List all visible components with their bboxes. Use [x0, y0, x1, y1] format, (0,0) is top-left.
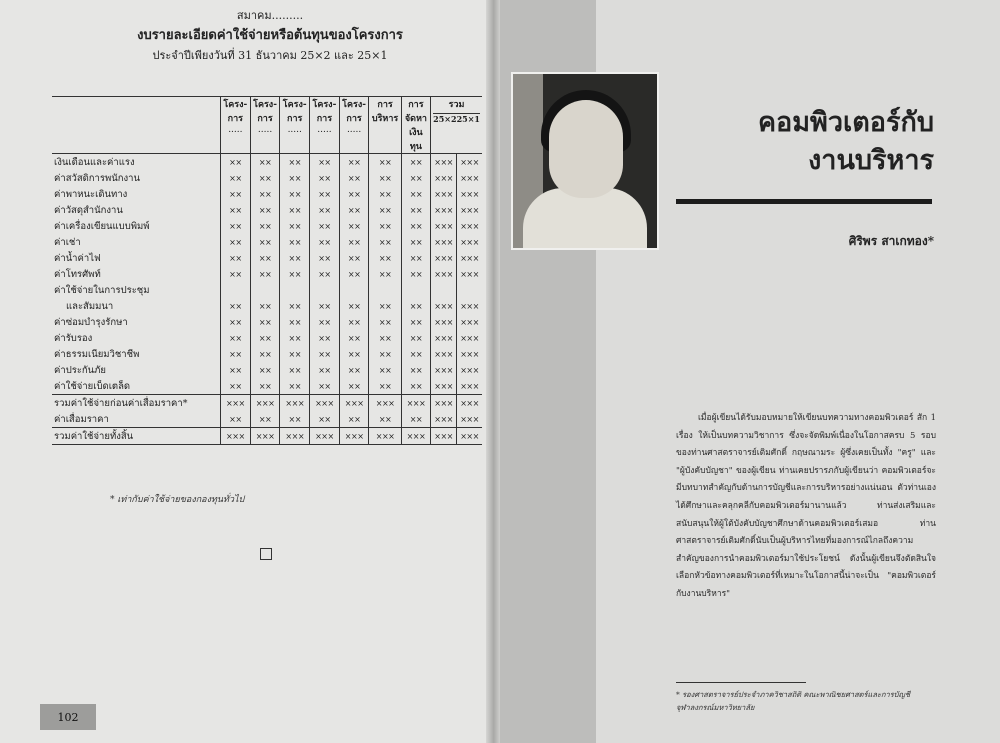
- cell-value: ××: [339, 250, 369, 266]
- row-label: ค่าใช้จ่ายในการประชุม: [54, 284, 150, 296]
- cell-value: ××: [250, 266, 280, 282]
- statement-title: งบรายละเอียดค่าใช้จ่ายหรือต้นทุนของโครงการ: [137, 28, 403, 43]
- cell-value: ×××: [369, 395, 401, 412]
- table-row: [52, 362, 482, 378]
- cell-value: ××: [250, 170, 280, 186]
- cell-value: [280, 282, 310, 298]
- author-photo: [511, 72, 659, 250]
- row-label: ค่าเช่า: [54, 236, 81, 248]
- statement-period: ประจำปีเพียงวันที่ 31 ธันวาคม 25×2 และ 25×1: [152, 49, 388, 62]
- table-footnote: * เท่ากับค่าใช้จ่ายของกองทุนทั่วไป: [110, 495, 245, 505]
- cell-value: ××: [280, 186, 310, 202]
- cell-value: ××: [280, 218, 310, 234]
- table-row: [52, 250, 482, 266]
- cell-value: ×××: [431, 395, 457, 412]
- cell-value: ××: [401, 202, 430, 218]
- cell-value: ××: [280, 378, 310, 395]
- cell-value: [250, 282, 280, 298]
- cell-value: ××: [221, 298, 251, 314]
- cell-value: ××: [250, 154, 280, 171]
- row-label: ค่าสวัสดิการพนักงาน: [54, 172, 140, 184]
- cell-value: ××: [310, 346, 340, 362]
- table-row: [52, 346, 482, 362]
- cell-value: ×××: [280, 428, 310, 445]
- cell-value: ××: [250, 314, 280, 330]
- cell-value: ××: [369, 250, 401, 266]
- cell-value: ×××: [457, 266, 482, 282]
- cell-value: ××: [250, 298, 280, 314]
- cell-value: ×××: [431, 411, 457, 428]
- cell-value: ××: [401, 250, 430, 266]
- table-row: [52, 395, 482, 412]
- cell-value: ×××: [457, 186, 482, 202]
- cell-value: ×××: [310, 428, 340, 445]
- cell-value: ××: [221, 378, 251, 395]
- author-name: ศิริพร สาเกทอง*: [848, 234, 934, 248]
- row-label: ค่าโทรศัพท์: [54, 268, 101, 280]
- cell-value: ×××: [431, 202, 457, 218]
- table-row: [52, 186, 482, 202]
- cell-value: [431, 282, 457, 298]
- cell-value: ××: [310, 330, 340, 346]
- cell-value: ××: [310, 154, 340, 171]
- cell-value: ×××: [250, 395, 280, 412]
- cell-value: ×××: [431, 154, 457, 171]
- cell-value: ×××: [431, 330, 457, 346]
- row-label: ค่าใช้จ่ายเบ็ดเตล็ด: [54, 380, 131, 392]
- cell-value: ×××: [221, 395, 251, 412]
- cell-value: ××: [250, 378, 280, 395]
- cell-value: ××: [250, 218, 280, 234]
- cell-value: ××: [221, 218, 251, 234]
- cell-value: ××: [401, 411, 430, 428]
- cell-value: ××: [280, 250, 310, 266]
- row-label: ค่าธรรมเนียมวิชาชีพ: [54, 348, 140, 360]
- cell-value: ×××: [431, 186, 457, 202]
- cell-value: ×××: [457, 330, 482, 346]
- cell-value: ××: [369, 330, 401, 346]
- row-label: ค่าเครื่องเขียนแบบพิมพ์: [54, 220, 150, 232]
- cell-value: ××: [310, 314, 340, 330]
- row-label: รวมค่าใช้จ่ายก่อนค่าเสื่อมราคา*: [52, 395, 221, 412]
- cell-value: ××: [221, 314, 251, 330]
- cell-value: ×××: [431, 314, 457, 330]
- column-header: โครง-การ .....: [221, 97, 251, 154]
- cell-value: ××: [310, 218, 340, 234]
- total-subcolumn: 25×2: [433, 114, 457, 124]
- cell-value: ××: [339, 234, 369, 250]
- cell-value: ××: [221, 266, 251, 282]
- cell-value: ×××: [431, 428, 457, 445]
- cell-value: ××: [250, 346, 280, 362]
- cell-value: ××: [369, 218, 401, 234]
- cell-value: ××: [280, 202, 310, 218]
- cell-value: ××: [369, 170, 401, 186]
- table-row: [52, 154, 482, 171]
- cell-value: ××: [250, 330, 280, 346]
- cell-value: ××: [310, 186, 340, 202]
- row-label: ค่าเสื่อมราคา: [54, 413, 109, 425]
- cell-value: ×××: [431, 362, 457, 378]
- cell-value: ××: [250, 234, 280, 250]
- cell-value: ××: [401, 186, 430, 202]
- cell-value: ××: [401, 362, 430, 378]
- cell-value: [457, 282, 482, 298]
- cell-value: ×××: [457, 395, 482, 412]
- table-row: [52, 218, 482, 234]
- row-label: ค่าซ่อมบำรุงรักษา: [54, 316, 128, 328]
- row-label: ค่าประกันภัย: [54, 364, 106, 376]
- article-title-line1: คอมพิวเตอร์กับ: [757, 107, 934, 138]
- cell-value: ××: [221, 250, 251, 266]
- cell-value: ××: [401, 218, 430, 234]
- cell-value: ×××: [457, 218, 482, 234]
- table-row: [52, 298, 482, 314]
- cell-value: ××: [221, 170, 251, 186]
- row-label: ค่าพาหนะเดินทาง: [54, 188, 128, 200]
- cell-value: ××: [280, 266, 310, 282]
- end-mark: [260, 548, 272, 560]
- cell-value: ××: [310, 250, 340, 266]
- cell-value: ××: [339, 202, 369, 218]
- cell-value: ××: [369, 346, 401, 362]
- total-column-header: รวม 25×2 25×1: [431, 97, 482, 154]
- cell-value: ×××: [431, 250, 457, 266]
- cell-value: ××: [369, 234, 401, 250]
- cell-value: ××: [401, 346, 430, 362]
- cell-value: ××: [221, 330, 251, 346]
- cell-value: ××: [280, 330, 310, 346]
- cell-value: ××: [221, 154, 251, 171]
- cell-value: [339, 282, 369, 298]
- cell-value: ×××: [457, 378, 482, 395]
- cell-value: ××: [310, 170, 340, 186]
- cell-value: ×××: [369, 428, 401, 445]
- cell-value: ××: [310, 202, 340, 218]
- cell-value: ×××: [339, 395, 369, 412]
- cell-value: ××: [401, 266, 430, 282]
- article-body: เมื่อผู้เขียนได้รับมอบหมายให้เขียนบทความทางคอมพิวเตอร์ สัก 1 เรื่อง ให้เป็นบทความวิชาการ ซึ่งจะจัดพิมพ์เนื่องในโอกาสครบ 5 รอบ ของท่านศาสตราจารย์เติมศักดิ์ กฤษณามระ ผู้ซึ่งเคยเป็นทั้ง "ครู" และ "ผู้บังคับบัญชา" ของผู้เขียน ท่านเคยปรารภกับผู้เขียนว่า คอมพิวเตอร์จะมีบทบาทสำคัญกับด้านการบัญชีและการบริหารอย่างแน่นอน ตัวท่านเองได้ศึกษาและคลุกคลีกับคอมพิวเตอร์มานานแล้ว ท่านส่งเสริมและสนับสนุนให้ผู้ใต้บังคับบัญชาศึกษาด้านคอมพิวเตอร์เสมอ ท่านศาสตราจารย์เติมศักดิ์นับเป็นผู้บริหารไทยที่มองการณ์ไกลถึงความสำคัญของการนำคอมพิวเตอร์มาใช้ประโยชน์ ดังนั้นผู้เขียนจึงตัดสินใจเลือกหัวข้อทางคอมพิวเตอร์ที่เหมาะในโอกาสนี้น่าจะเป็น "คอมพิวเตอร์กับงานบริหาร": [676, 413, 936, 599]
- title-rule: [676, 199, 932, 204]
- table-row: [52, 202, 482, 218]
- column-header: การจัดหาเงินทุน: [401, 97, 430, 154]
- cell-value: ×××: [457, 346, 482, 362]
- row-label: เงินเดือนและค่าแรง: [52, 154, 221, 171]
- cell-value: ××: [339, 154, 369, 171]
- cell-value: ××: [369, 154, 401, 171]
- cell-value: ××: [369, 202, 401, 218]
- cell-value: ×××: [431, 266, 457, 282]
- cell-value: ××: [280, 362, 310, 378]
- cell-value: ××: [401, 170, 430, 186]
- cell-value: ××: [401, 154, 430, 171]
- table-row: [52, 378, 482, 395]
- table-row: [52, 234, 482, 250]
- cell-value: ×××: [431, 170, 457, 186]
- cell-value: ×××: [457, 154, 482, 171]
- cell-value: ××: [310, 234, 340, 250]
- table-row: [52, 428, 482, 445]
- cell-value: ××: [221, 411, 251, 428]
- cell-value: ××: [310, 362, 340, 378]
- column-header: โครง-การ .....: [310, 97, 340, 154]
- cell-value: ××: [250, 411, 280, 428]
- cell-value: ××: [339, 186, 369, 202]
- cell-value: ××: [310, 266, 340, 282]
- cell-value: ××: [339, 362, 369, 378]
- association-heading: สมาคม.........: [236, 9, 304, 22]
- cell-value: ×××: [457, 411, 482, 428]
- footnote-rule: [676, 682, 806, 683]
- cell-value: ×××: [457, 298, 482, 314]
- cell-value: ×××: [457, 362, 482, 378]
- cell-value: ××: [369, 314, 401, 330]
- cell-value: ××: [280, 411, 310, 428]
- cell-value: ××: [250, 202, 280, 218]
- cell-value: ××: [369, 411, 401, 428]
- cell-value: ×××: [431, 378, 457, 395]
- column-header: โครง-การ .....: [339, 97, 369, 154]
- cell-value: ××: [250, 250, 280, 266]
- cell-value: ××: [221, 234, 251, 250]
- table-header-row: [52, 97, 482, 154]
- cell-value: ××: [369, 362, 401, 378]
- column-header: โครง-การ .....: [250, 97, 280, 154]
- cell-value: ×××: [457, 234, 482, 250]
- cell-value: [369, 282, 401, 298]
- column-header: การบริหาร: [369, 97, 401, 154]
- cell-value: ×××: [457, 170, 482, 186]
- cell-value: ×××: [401, 395, 430, 412]
- cell-value: ×××: [401, 428, 430, 445]
- cell-value: ×××: [339, 428, 369, 445]
- cell-value: ××: [221, 346, 251, 362]
- row-label: รวมค่าใช้จ่ายทั้งสิ้น: [52, 428, 221, 445]
- article-title: [680, 104, 934, 180]
- cell-value: ××: [310, 411, 340, 428]
- author-footnote: * รองศาสตราจารย์ประจำภาควิชาสถิติ คณะพาณิชยศาสตร์และการบัญชี จุฬาลงกรณ์มหาวิทยาลัย: [676, 690, 911, 712]
- cell-value: ××: [339, 314, 369, 330]
- cell-value: ××: [250, 362, 280, 378]
- expense-table: [52, 96, 482, 445]
- cell-value: ××: [401, 234, 430, 250]
- cell-value: ×××: [457, 428, 482, 445]
- cell-value: ××: [401, 330, 430, 346]
- row-label: ค่าน้ำค่าไฟ: [54, 252, 101, 264]
- cell-value: ××: [221, 186, 251, 202]
- cell-value: ×××: [431, 346, 457, 362]
- cell-value: ××: [339, 411, 369, 428]
- cell-value: ××: [250, 186, 280, 202]
- cell-value: ××: [339, 378, 369, 395]
- cell-value: ××: [221, 202, 251, 218]
- table-row: [52, 330, 482, 346]
- table-row: [52, 266, 482, 282]
- cell-value: ××: [339, 218, 369, 234]
- page-number: 102: [40, 704, 96, 730]
- cell-value: ××: [401, 378, 430, 395]
- cell-value: ××: [280, 314, 310, 330]
- table-row: [52, 170, 482, 186]
- cell-value: ××: [369, 378, 401, 395]
- cell-value: ×××: [221, 428, 251, 445]
- cell-value: ××: [369, 186, 401, 202]
- table-row: [52, 282, 482, 298]
- cell-value: ××: [339, 298, 369, 314]
- cell-value: ×××: [310, 395, 340, 412]
- cell-value: ××: [221, 362, 251, 378]
- cell-value: ×××: [431, 234, 457, 250]
- cell-value: ×××: [280, 395, 310, 412]
- article-title-line2: งานบริหาร: [808, 145, 934, 176]
- cell-value: ××: [280, 234, 310, 250]
- cell-value: ××: [339, 330, 369, 346]
- cell-value: ××: [280, 298, 310, 314]
- cell-value: ××: [369, 266, 401, 282]
- cell-value: ×××: [431, 218, 457, 234]
- cell-value: ××: [339, 346, 369, 362]
- row-label: ค่าวัสดุสำนักงาน: [54, 204, 123, 216]
- cell-value: ××: [280, 154, 310, 171]
- cell-value: ×××: [431, 298, 457, 314]
- book-gutter: [486, 0, 500, 743]
- left-page: [0, 0, 492, 743]
- cell-value: ××: [369, 298, 401, 314]
- header-blank: [52, 97, 221, 154]
- column-header: โครง-การ .....: [280, 97, 310, 154]
- row-label: ค่ารับรอง: [54, 332, 93, 344]
- cell-value: [310, 282, 340, 298]
- table-row: [52, 411, 482, 428]
- cell-value: ×××: [457, 314, 482, 330]
- cell-value: ××: [401, 298, 430, 314]
- cell-value: ×××: [457, 250, 482, 266]
- cell-value: ××: [339, 170, 369, 186]
- cell-value: [401, 282, 430, 298]
- total-subcolumn: 25×1: [456, 114, 480, 124]
- cell-value: ××: [310, 298, 340, 314]
- cell-value: ××: [280, 346, 310, 362]
- cell-value: ××: [401, 314, 430, 330]
- cell-value: ××: [280, 170, 310, 186]
- cell-value: ××: [339, 266, 369, 282]
- cell-value: ×××: [457, 202, 482, 218]
- cell-value: [221, 282, 251, 298]
- row-label: และสัมมนา: [66, 300, 114, 312]
- table-row: [52, 314, 482, 330]
- cell-value: ××: [310, 378, 340, 395]
- cell-value: ×××: [250, 428, 280, 445]
